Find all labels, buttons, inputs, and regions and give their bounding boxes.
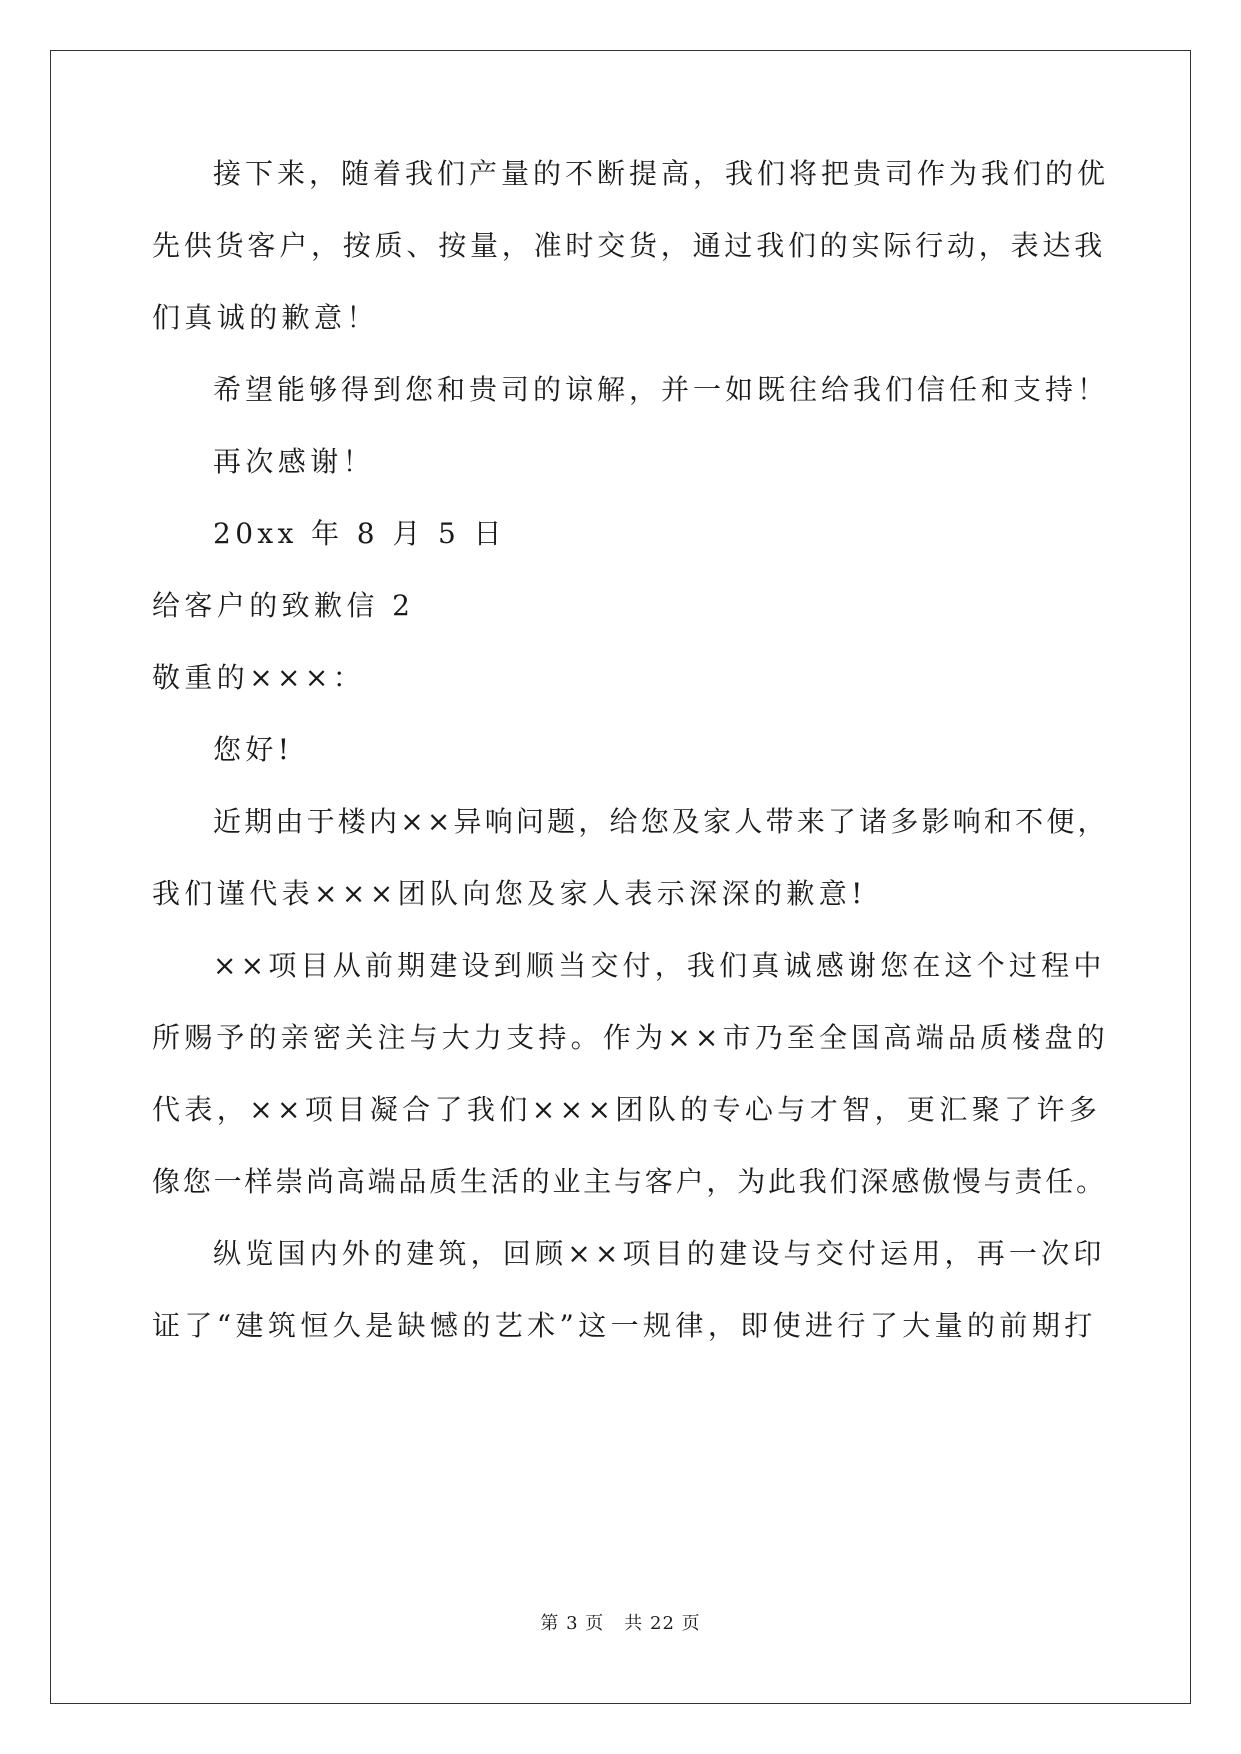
paragraph-line: 证了“建筑恒久是缺憾的艺术”这一规律，即使进行了大量的前期打 — [152, 1309, 1097, 1342]
page-footer — [0, 1609, 1241, 1635]
page-number: 第 3 页 — [540, 1613, 605, 1634]
page-total: 共 22 页 — [624, 1613, 701, 1634]
paragraph-line: 接下来，随着我们产量的不断提高，我们将把贵司作为我们的优 — [213, 157, 1110, 190]
paragraph-line: 先供货客户，按质、按量，准时交货，通过我们的实际行动，表达我 — [152, 229, 1107, 262]
paragraph-line: 们真诚的歉意！ — [152, 301, 379, 334]
paragraph-line: 纵览国内外的建筑，回顾××项目的建设与交付运用，再一次印 — [213, 1237, 1106, 1270]
paragraph-line: 希望能够得到您和贵司的谅解，并一如既往给我们信任和支持！ — [213, 373, 1110, 406]
date-line: 20xx 年 8 月 5 日 — [213, 517, 506, 550]
paragraph-line: 所赐予的亲密关注与大力支持。作为××市乃至全国高端品质楼盘的 — [152, 1021, 1109, 1054]
paragraph-line: 再次感谢！ — [213, 445, 376, 478]
greeting: 您好! — [213, 733, 294, 766]
paragraph-line: 像您一样崇尚高端品质生活的业主与客户，为此我们深感傲慢与责任。 — [152, 1165, 1107, 1198]
paragraph-line: 近期由于楼内××异响问题，给您及家人带来了诸多影响和不便， — [213, 805, 1109, 838]
salutation: 敬重的×××： — [152, 661, 366, 694]
paragraph-line: ××项目从前期建设到顺当交付，我们真诚感谢您在这个过程中 — [213, 949, 1106, 982]
paragraph-line: 代表，××项目凝合了我们×××团队的专心与才智，更汇聚了许多 — [152, 1093, 1102, 1126]
paragraph-line: 我们谨代表×××团队向您及家人表示深深的歉意! — [152, 877, 867, 910]
letter-heading: 给客户的致歉信 2 — [152, 589, 415, 622]
